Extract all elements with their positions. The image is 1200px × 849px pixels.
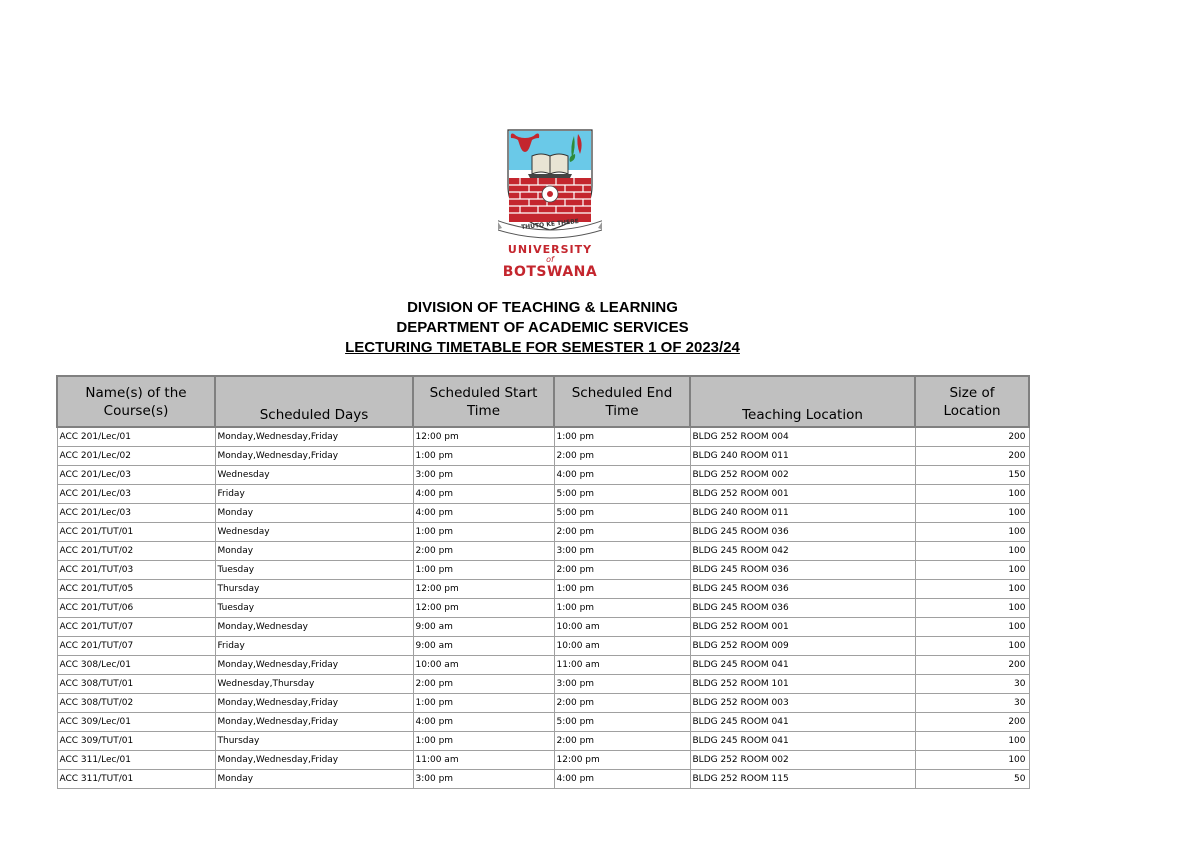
start-time-cell: 4:00 pm xyxy=(413,713,554,732)
start-time-header: Scheduled Start Time xyxy=(413,376,554,427)
table-row xyxy=(57,504,1029,523)
location-cell: BLDG 252 ROOM 115 xyxy=(690,770,915,789)
start-time-cell: 4:00 pm xyxy=(413,504,554,523)
start-time-cell: 12:00 pm xyxy=(413,599,554,618)
size-cell: 200 xyxy=(915,656,1029,675)
location-cell: BLDG 252 ROOM 002 xyxy=(690,751,915,770)
days-cell: Monday xyxy=(215,542,413,561)
size-cell: 100 xyxy=(915,732,1029,751)
size-cell: 30 xyxy=(915,694,1029,713)
end-time-cell: 5:00 pm xyxy=(554,485,690,504)
table-row xyxy=(57,751,1029,770)
size-cell: 200 xyxy=(915,427,1029,447)
start-time-cell: 1:00 pm xyxy=(413,561,554,580)
start-time-cell: 9:00 am xyxy=(413,618,554,637)
location-header: Teaching Location xyxy=(690,376,915,427)
days-cell: Monday,Wednesday,Friday xyxy=(215,694,413,713)
days-cell: Wednesday xyxy=(215,466,413,485)
end-time-cell: 10:00 am xyxy=(554,637,690,656)
size-cell: 200 xyxy=(915,447,1029,466)
document-headings xyxy=(0,298,1085,358)
location-cell: BLDG 252 ROOM 002 xyxy=(690,466,915,485)
location-cell: BLDG 252 ROOM 001 xyxy=(690,485,915,504)
timetable-header xyxy=(57,376,1029,427)
size-header: Size of Location xyxy=(915,376,1029,427)
size-cell: 200 xyxy=(915,713,1029,732)
days-cell: Monday xyxy=(215,504,413,523)
course-cell: ACC 201/Lec/01 xyxy=(57,427,215,447)
location-cell: BLDG 252 ROOM 001 xyxy=(690,618,915,637)
timetable-title: LECTURING TIMETABLE FOR SEMESTER 1 OF 2023/24 xyxy=(345,339,740,356)
motto-text: THUTO KE THEBE xyxy=(520,217,580,232)
end-time-cell: 4:00 pm xyxy=(554,466,690,485)
size-cell: 50 xyxy=(915,770,1029,789)
location-cell: BLDG 245 ROOM 041 xyxy=(690,656,915,675)
size-cell: 100 xyxy=(915,485,1029,504)
days-cell: Monday,Wednesday,Friday xyxy=(215,656,413,675)
department-heading: DEPARTMENT OF ACADEMIC SERVICES xyxy=(396,319,689,336)
start-time-cell: 3:00 pm xyxy=(413,770,554,789)
table-row xyxy=(57,770,1029,789)
wordmark-line-botswana: BOTSWANA xyxy=(502,264,598,280)
start-time-cell: 9:00 am xyxy=(413,637,554,656)
size-cell: 100 xyxy=(915,618,1029,637)
course-cell: ACC 201/TUT/07 xyxy=(57,618,215,637)
course-cell: ACC 311/TUT/01 xyxy=(57,770,215,789)
course-cell: ACC 309/Lec/01 xyxy=(57,713,215,732)
table-row xyxy=(57,485,1029,504)
location-cell: BLDG 245 ROOM 036 xyxy=(690,580,915,599)
size-cell: 100 xyxy=(915,751,1029,770)
days-cell: Wednesday xyxy=(215,523,413,542)
open-book-icon xyxy=(528,154,572,178)
course-header: Name(s) of the Course(s) xyxy=(57,376,215,427)
table-row xyxy=(57,618,1029,637)
start-time-cell: 2:00 pm xyxy=(413,542,554,561)
days-cell: Monday,Wednesday xyxy=(215,618,413,637)
course-cell: ACC 201/Lec/02 xyxy=(57,447,215,466)
table-row xyxy=(57,675,1029,694)
table-row xyxy=(57,732,1029,751)
end-time-cell: 5:00 pm xyxy=(554,713,690,732)
course-cell: ACC 311/Lec/01 xyxy=(57,751,215,770)
days-cell: Monday,Wednesday,Friday xyxy=(215,447,413,466)
end-time-cell: 1:00 pm xyxy=(554,599,690,618)
location-cell: BLDG 252 ROOM 009 xyxy=(690,637,915,656)
days-cell: Tuesday xyxy=(215,599,413,618)
course-cell: ACC 308/TUT/02 xyxy=(57,694,215,713)
end-time-cell: 2:00 pm xyxy=(554,447,690,466)
size-cell: 100 xyxy=(915,580,1029,599)
course-cell: ACC 308/Lec/01 xyxy=(57,656,215,675)
days-cell: Friday xyxy=(215,485,413,504)
days-cell: Friday xyxy=(215,637,413,656)
course-cell: ACC 201/TUT/05 xyxy=(57,580,215,599)
end-time-header: Scheduled End Time xyxy=(554,376,690,427)
end-time-cell: 3:00 pm xyxy=(554,675,690,694)
end-time-cell: 4:00 pm xyxy=(554,770,690,789)
days-cell: Monday,Wednesday,Friday xyxy=(215,427,413,447)
start-time-cell: 10:00 am xyxy=(413,656,554,675)
days-header: Scheduled Days xyxy=(215,376,413,427)
end-time-cell: 1:00 pm xyxy=(554,427,690,447)
size-cell: 100 xyxy=(915,504,1029,523)
table-row xyxy=(57,599,1029,618)
end-time-cell: 1:00 pm xyxy=(554,580,690,599)
table-row xyxy=(57,447,1029,466)
end-time-cell: 11:00 am xyxy=(554,656,690,675)
days-cell: Monday,Wednesday,Friday xyxy=(215,751,413,770)
table-row xyxy=(57,523,1029,542)
start-time-cell: 3:00 pm xyxy=(413,466,554,485)
size-cell: 100 xyxy=(915,599,1029,618)
table-row xyxy=(57,466,1029,485)
days-cell: Thursday xyxy=(215,580,413,599)
wordmark-line-of: of xyxy=(546,255,554,264)
course-cell: ACC 309/TUT/01 xyxy=(57,732,215,751)
days-cell: Wednesday,Thursday xyxy=(215,675,413,694)
end-time-cell: 10:00 am xyxy=(554,618,690,637)
end-time-cell: 2:00 pm xyxy=(554,732,690,751)
end-time-cell: 2:00 pm xyxy=(554,561,690,580)
table-row xyxy=(57,637,1029,656)
course-cell: ACC 201/TUT/03 xyxy=(57,561,215,580)
course-cell: ACC 201/Lec/03 xyxy=(57,485,215,504)
days-cell: Thursday xyxy=(215,732,413,751)
start-time-cell: 12:00 pm xyxy=(413,427,554,447)
end-time-cell: 12:00 pm xyxy=(554,751,690,770)
start-time-cell: 2:00 pm xyxy=(413,675,554,694)
start-time-cell: 11:00 am xyxy=(413,751,554,770)
course-cell: ACC 201/TUT/02 xyxy=(57,542,215,561)
location-cell: BLDG 245 ROOM 041 xyxy=(690,713,915,732)
timetable-table xyxy=(56,375,1030,789)
table-row xyxy=(57,694,1029,713)
location-cell: BLDG 245 ROOM 042 xyxy=(690,542,915,561)
location-cell: BLDG 252 ROOM 004 xyxy=(690,427,915,447)
table-row xyxy=(57,580,1029,599)
end-time-cell: 3:00 pm xyxy=(554,542,690,561)
end-time-cell: 2:00 pm xyxy=(554,523,690,542)
start-time-cell: 1:00 pm xyxy=(413,694,554,713)
days-cell: Monday,Wednesday,Friday xyxy=(215,713,413,732)
location-cell: BLDG 240 ROOM 011 xyxy=(690,504,915,523)
start-time-cell: 1:00 pm xyxy=(413,523,554,542)
course-cell: ACC 201/TUT/01 xyxy=(57,523,215,542)
size-cell: 100 xyxy=(915,561,1029,580)
size-cell: 100 xyxy=(915,637,1029,656)
table-row xyxy=(57,542,1029,561)
table-row xyxy=(57,656,1029,675)
timetable-body xyxy=(57,427,1029,789)
location-cell: BLDG 252 ROOM 003 xyxy=(690,694,915,713)
wordmark-line-university: UNIVERSITY xyxy=(507,243,593,256)
course-cell: ACC 201/Lec/03 xyxy=(57,466,215,485)
days-cell: Monday xyxy=(215,770,413,789)
size-cell: 100 xyxy=(915,523,1029,542)
days-cell: Tuesday xyxy=(215,561,413,580)
end-time-cell: 2:00 pm xyxy=(554,694,690,713)
course-cell: ACC 201/TUT/07 xyxy=(57,637,215,656)
location-cell: BLDG 245 ROOM 036 xyxy=(690,561,915,580)
start-time-cell: 4:00 pm xyxy=(413,485,554,504)
division-heading: DIVISION OF TEACHING & LEARNING xyxy=(407,299,678,316)
start-time-cell: 12:00 pm xyxy=(413,580,554,599)
size-cell: 150 xyxy=(915,466,1029,485)
location-cell: BLDG 240 ROOM 011 xyxy=(690,447,915,466)
location-cell: BLDG 245 ROOM 041 xyxy=(690,732,915,751)
end-time-cell: 5:00 pm xyxy=(554,504,690,523)
size-cell: 100 xyxy=(915,542,1029,561)
start-time-cell: 1:00 pm xyxy=(413,447,554,466)
location-cell: BLDG 245 ROOM 036 xyxy=(690,599,915,618)
location-cell: BLDG 252 ROOM 101 xyxy=(690,675,915,694)
size-cell: 30 xyxy=(915,675,1029,694)
start-time-cell: 1:00 pm xyxy=(413,732,554,751)
table-row xyxy=(57,427,1029,447)
university-wordmark xyxy=(490,244,610,279)
course-cell: ACC 308/TUT/01 xyxy=(57,675,215,694)
course-cell: ACC 201/Lec/03 xyxy=(57,504,215,523)
table-row xyxy=(57,713,1029,732)
table-row xyxy=(57,561,1029,580)
course-cell: ACC 201/TUT/06 xyxy=(57,599,215,618)
location-cell: BLDG 245 ROOM 036 xyxy=(690,523,915,542)
